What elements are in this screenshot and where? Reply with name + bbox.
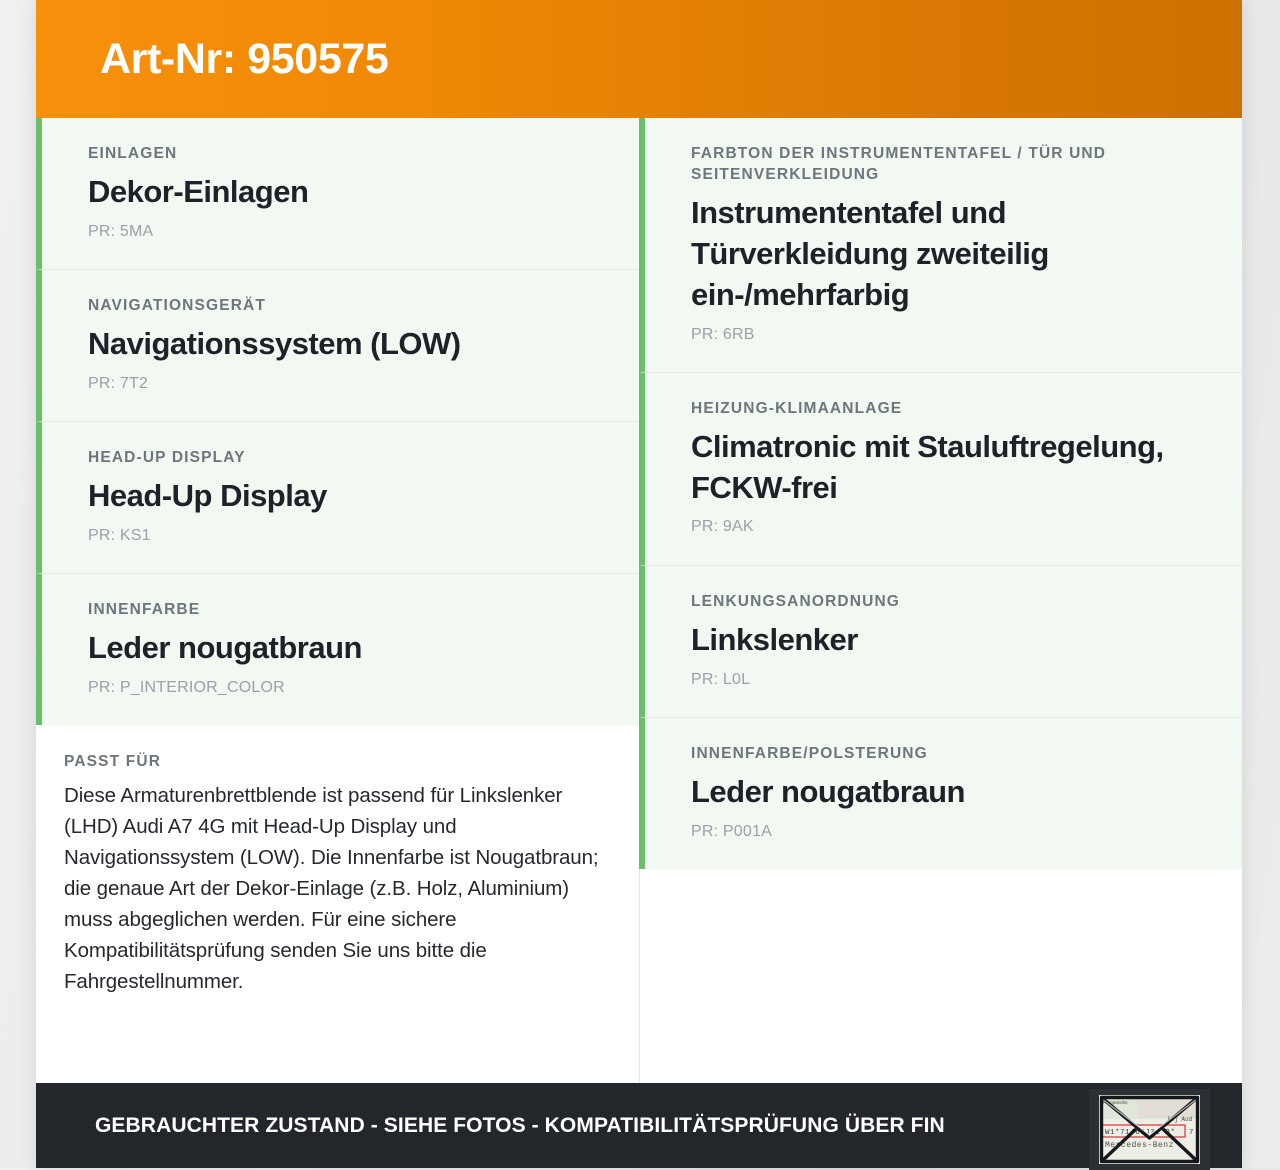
svg-text:W1*71463J31*9*: W1*71463J31*9* — [1105, 1129, 1176, 1137]
spec-pr-code: PR: KS1 — [88, 526, 151, 544]
right-column-filler — [639, 869, 1242, 1083]
spec-value: Dekor-Einlagen — [88, 173, 309, 209]
spec-label: INNENFARBE/POLSTERUNG — [691, 744, 928, 762]
spec-pr-code: PR: L0L — [691, 670, 751, 688]
spec-pr-code: PR: 6RB — [691, 325, 755, 343]
spec-pr-code: PR: 7T2 — [88, 374, 149, 392]
spec-item-innenfarbe — [36, 574, 639, 725]
spec-pr-code: PR: P_INTERIOR_COLOR — [88, 678, 285, 696]
spec-value: Leder nougatbraun — [88, 629, 362, 665]
spec-pr-code: PR: P001A — [691, 822, 772, 840]
spec-label: HEIZUNG-KLIMAANLAGE — [691, 399, 903, 417]
spec-item-einlagen — [36, 118, 639, 270]
spec-item-innenfarbe-polsterung — [639, 718, 1242, 869]
spec-item-heizung-klimaanlage — [639, 373, 1242, 566]
spec-label: INNENFARBE — [88, 601, 201, 619]
footer-notice: GEBRAUCHTER ZUSTAND - SIEHE FOTOS - KOMPATIBILITÄTSPRÜFUNG ÜBER FIN — [95, 1113, 945, 1137]
description-text: Diese Armaturenbrettblende ist passend für Linkslenker (LHD) Audi A7 4G mit Head-Up Display und Navigationssystem (LOW). Die Innenfarbe ist Nougatbraun; die genaue Art der Dekor-Einlage (z.B. Holz, Aluminium) muss abgeglichen werden. Für eine sichere Kompatibilitätsprüfung senden Sie uns bitte die Fahrgestellnummer. — [64, 784, 599, 993]
header-bar — [36, 0, 1242, 118]
spec-value: Head-Up Display — [88, 477, 327, 513]
spec-label: EINLAGEN — [88, 145, 178, 162]
spec-pr-code: PR: 5MA — [88, 222, 154, 240]
product-spec-card — [36, 0, 1242, 1168]
spec-item-head-up-display — [36, 422, 639, 574]
spec-label: NAVIGATIONSGERÄT — [88, 297, 266, 315]
spec-label: HEAD-UP DISPLAY — [88, 449, 246, 467]
spec-item-farbton-instrumententafel — [639, 118, 1242, 373]
vin-document-thumbnail[interactable] — [1089, 1089, 1210, 1170]
spec-item-navigationsgeraet — [36, 270, 639, 422]
right-column — [639, 118, 1242, 1083]
svg-text:Fahrgestellnr.: Fahrgestellnr. — [1103, 1100, 1129, 1105]
spec-value: Linkslenker — [691, 621, 858, 657]
spec-body — [36, 118, 1242, 1083]
envelope-icon — [1089, 1089, 1210, 1170]
footer-bar — [36, 1083, 1242, 1168]
spec-value: Instrumententafel und Türverkleidung zweiteilig ein-/mehrfarbig — [691, 194, 1049, 312]
spec-label: LENKUNGSANORDNUNG — [691, 592, 900, 610]
spec-pr-code: PR: 9AK — [691, 518, 754, 536]
description-label: PASST FÜR — [64, 753, 162, 771]
spec-value: Leder nougatbraun — [691, 773, 965, 809]
svg-text:7: 7 — [1189, 1129, 1194, 1137]
page-title: Art-Nr: 950575 — [100, 34, 389, 83]
spec-item-lenkungsanordnung — [639, 566, 1242, 718]
spec-value: Navigationssystem (LOW) — [88, 325, 461, 361]
fitment-description-block — [36, 725, 639, 1083]
spec-label: FARBTON DER INSTRUMENTENTAFEL / TÜR UND SEITENVERKLEIDUNG — [691, 145, 1107, 183]
svg-text:Mercedes-Benz: Mercedes-Benz — [1105, 1141, 1174, 1150]
svg-text:[4] Aud: [4] Aud — [1167, 1116, 1193, 1123]
left-column — [36, 118, 639, 1083]
spec-value: Climatronic mit Stauluftregelung, FCKW-frei — [691, 428, 1164, 505]
